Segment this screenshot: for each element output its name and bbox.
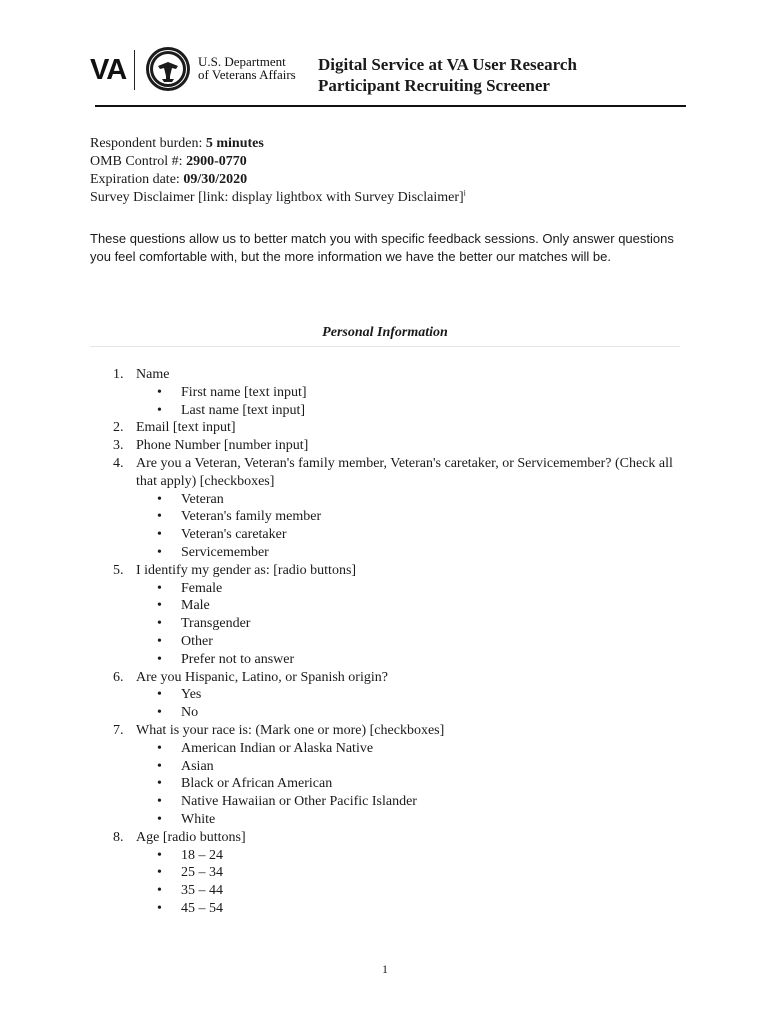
- option-text: Veteran's family member: [181, 509, 322, 525]
- option-text: Veteran: [181, 491, 224, 507]
- section-divider: [90, 346, 680, 347]
- survey-metadata: [90, 135, 466, 207]
- question-item: [90, 366, 690, 384]
- question-item: [90, 419, 690, 437]
- disclaimer-endnote: i: [463, 188, 466, 198]
- question-number: 4.: [113, 455, 124, 471]
- question-text: Phone Number [number input]: [136, 438, 309, 454]
- omb-label: OMB Control #:: [90, 154, 187, 169]
- question-number: 2.: [113, 420, 124, 436]
- option-text: Native Hawaiian or Other Pacific Islander: [181, 794, 417, 810]
- bullet-icon: •: [157, 883, 162, 899]
- bullet-icon: •: [157, 544, 162, 560]
- question-item: [90, 669, 690, 687]
- logo-divider: [134, 50, 135, 90]
- question-text: What is your race is: (Mark one or more) [checkboxes]: [136, 722, 445, 738]
- question-list: [90, 366, 690, 918]
- option-item: [90, 900, 690, 918]
- option-text: Servicemember: [181, 544, 269, 560]
- question-text: Age [radio buttons]: [136, 829, 246, 845]
- question-text: Email [text input]: [136, 420, 236, 436]
- option-text: Transgender: [181, 616, 251, 632]
- question-number: 8.: [113, 829, 124, 845]
- option-text: No: [181, 705, 199, 721]
- option-text: Yes: [181, 687, 202, 703]
- title-line-1: Digital Service at VA User Research: [318, 55, 577, 74]
- bullet-icon: •: [157, 776, 162, 792]
- survey-disclaimer: [90, 189, 466, 207]
- expiration-label: Expiration date:: [90, 172, 184, 187]
- document-title: [318, 54, 577, 96]
- bullet-icon: •: [157, 865, 162, 881]
- bullet-icon: •: [157, 900, 162, 916]
- intro-paragraph: These questions allow us to better match you with specific feedback sessions. Only answer questions you feel comfortable with, but the more information we have the better our matches will be.: [90, 231, 674, 264]
- option-item: [90, 686, 690, 704]
- option-item: [90, 740, 690, 758]
- option-item: [90, 597, 690, 615]
- page-number: 1: [382, 962, 388, 976]
- question-text: Are you a Veteran, Veteran's family member, Veteran's caretaker, or Servicemember? (Check all that apply) [checkboxes]: [136, 455, 673, 489]
- option-text: Female: [181, 580, 223, 596]
- option-text: Asian: [181, 758, 214, 774]
- question-text: Name: [136, 367, 170, 382]
- question-text: I identify my gender as: [radio buttons]: [136, 562, 357, 578]
- option-text: 35 – 44: [181, 883, 223, 899]
- option-text: Veteran's caretaker: [181, 527, 287, 543]
- omb-control: [90, 153, 466, 171]
- option-item: [90, 580, 690, 598]
- question-number: 6.: [113, 669, 124, 685]
- option-text: 18 – 24: [181, 847, 223, 863]
- option-item: [90, 882, 690, 900]
- question-number: 3.: [113, 438, 124, 454]
- disclaimer-text: Survey Disclaimer [link: display lightbox with Survey Disclaimer]: [90, 190, 464, 205]
- option-item: [90, 508, 690, 526]
- expiration-date: [90, 171, 466, 189]
- bullet-icon: •: [157, 794, 162, 810]
- option-text: Last name [text input]: [181, 402, 306, 418]
- bullet-icon: •: [157, 687, 162, 703]
- question-item: [90, 829, 690, 847]
- option-item: [90, 526, 690, 544]
- title-line-2: Participant Recruiting Screener: [318, 76, 550, 95]
- va-seal-icon: [145, 46, 191, 92]
- bullet-icon: •: [157, 509, 162, 525]
- bullet-icon: •: [157, 847, 162, 863]
- option-item: [90, 544, 690, 562]
- question-number: 1.: [113, 367, 124, 382]
- respondent-burden: [90, 135, 466, 153]
- question-item: [90, 437, 690, 455]
- dept-line-1: U.S. Department: [198, 54, 286, 69]
- option-item: [90, 864, 690, 882]
- question-text: Are you Hispanic, Latino, or Spanish origin?: [136, 669, 388, 685]
- document-header: [90, 44, 686, 106]
- option-item: [90, 775, 690, 793]
- burden-value: 5 minutes: [205, 136, 264, 151]
- bullet-icon: •: [157, 651, 162, 667]
- option-item: [90, 704, 690, 722]
- option-text: First name [text input]: [181, 384, 307, 400]
- expiration-value: 09/30/2020: [183, 172, 248, 187]
- bullet-icon: •: [157, 705, 162, 721]
- section-title: Personal Information: [322, 325, 448, 340]
- burden-label: Respondent burden:: [90, 136, 206, 151]
- question-item: [90, 722, 690, 740]
- va-logo: VA: [90, 54, 127, 86]
- bullet-icon: •: [157, 384, 162, 400]
- header-divider: [95, 105, 686, 107]
- option-text: Black or African American: [181, 776, 333, 792]
- option-item: [90, 615, 690, 633]
- dept-line-2: of Veterans Affairs: [198, 67, 296, 82]
- option-text: 25 – 34: [181, 865, 223, 881]
- option-text: White: [181, 811, 216, 827]
- option-item: [90, 758, 690, 776]
- bullet-icon: •: [157, 491, 162, 507]
- option-item: [90, 384, 690, 402]
- option-item: [90, 651, 690, 669]
- bullet-icon: •: [157, 402, 162, 418]
- bullet-icon: •: [157, 580, 162, 596]
- option-item: [90, 402, 690, 420]
- option-text: 45 – 54: [181, 900, 223, 916]
- option-item: [90, 491, 690, 509]
- option-text: American Indian or Alaska Native: [181, 740, 374, 756]
- option-item: [90, 847, 690, 865]
- bullet-icon: •: [157, 740, 162, 756]
- question-number: 5.: [113, 562, 124, 578]
- option-item: [90, 633, 690, 651]
- option-item: [90, 793, 690, 811]
- option-text: Other: [181, 633, 213, 649]
- question-item: [90, 562, 690, 580]
- option-text: Prefer not to answer: [181, 651, 295, 667]
- bullet-icon: •: [157, 616, 162, 632]
- bullet-icon: •: [157, 758, 162, 774]
- bullet-icon: •: [157, 633, 162, 649]
- omb-value: 2900-0770: [186, 154, 247, 169]
- option-item: [90, 811, 690, 829]
- bullet-icon: •: [157, 598, 162, 614]
- bullet-icon: •: [157, 527, 162, 543]
- question-number: 7.: [113, 722, 124, 738]
- department-name: [198, 55, 296, 81]
- option-text: Male: [181, 598, 210, 614]
- bullet-icon: •: [157, 811, 162, 827]
- question-item: [90, 455, 690, 491]
